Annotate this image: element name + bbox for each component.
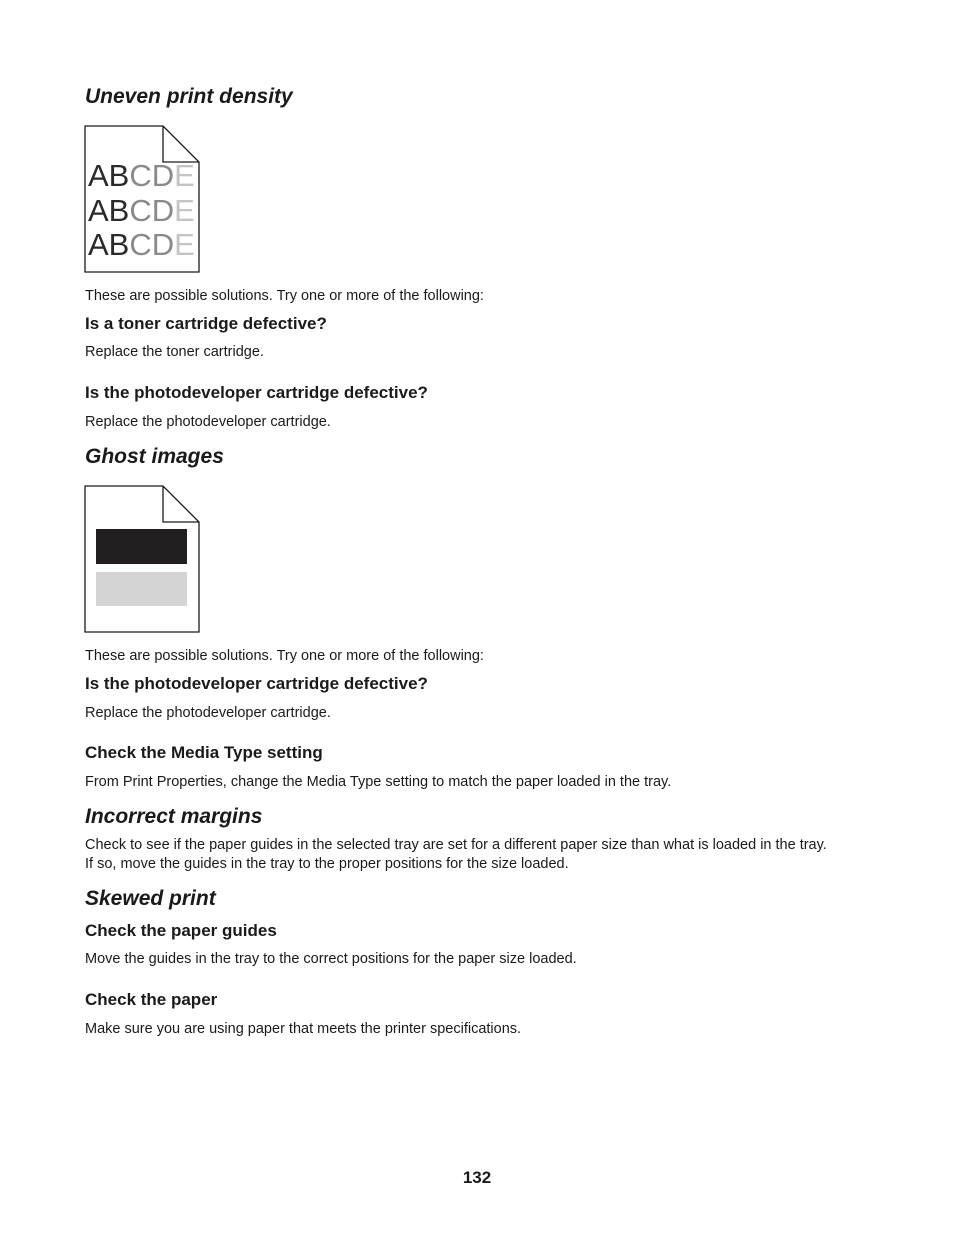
section-title-ghost-images: Ghost images [85,445,224,468]
section-title-incorrect-margins: Incorrect margins [85,805,263,828]
page-number: 132 [462,1168,492,1187]
uneven-item-1-heading: Is a toner cartridge defective? [85,314,327,333]
margins-text-line-1: Check to see if the paper guides in the selected tray are set for a different paper size than what is loaded in the tray. [85,837,827,853]
uneven-density-illustration [84,125,202,275]
abc-line-3: ABCDE [88,227,195,262]
skewed-item-1-heading: Check the paper guides [85,921,277,940]
margins-text-line-2: If so, move the guides in the tray to the proper positions for the size loaded. [85,856,569,872]
abc-line-2: ABCDE [88,193,195,228]
ghost-item-2-text: From Print Properties, change the Media Type setting to match the paper loaded in the tray. [85,774,672,790]
ghost-item-1-heading: Is the photodeveloper cartridge defective? [85,674,428,693]
skewed-item-1-text: Move the guides in the tray to the correct positions for the paper size loaded. [85,951,577,967]
ghost-print-block [96,572,187,606]
uneven-item-2-text: Replace the photodeveloper cartridge. [85,414,331,430]
section-title-uneven-print-density: Uneven print density [85,85,293,108]
skewed-item-2-text: Make sure you are using paper that meets the printer specifications. [85,1021,522,1037]
skewed-item-2-heading: Check the paper [85,990,218,1009]
ghost-item-2-heading: Check the Media Type setting [85,743,323,762]
uneven-intro-text: These are possible solutions. Try one or more of the following: [85,288,484,304]
uneven-item-2-heading: Is the photodeveloper cartridge defective? [85,383,428,402]
abc-line-1: ABCDE [88,158,195,193]
ghost-item-1-text: Replace the photodeveloper cartridge. [85,705,331,721]
uneven-item-1-text: Replace the toner cartridge. [85,344,264,360]
section-title-skewed-print: Skewed print [85,887,216,910]
ghost-intro-text: These are possible solutions. Try one or more of the following: [85,648,484,664]
dark-print-block [96,529,187,564]
ghost-images-illustration [84,485,202,635]
